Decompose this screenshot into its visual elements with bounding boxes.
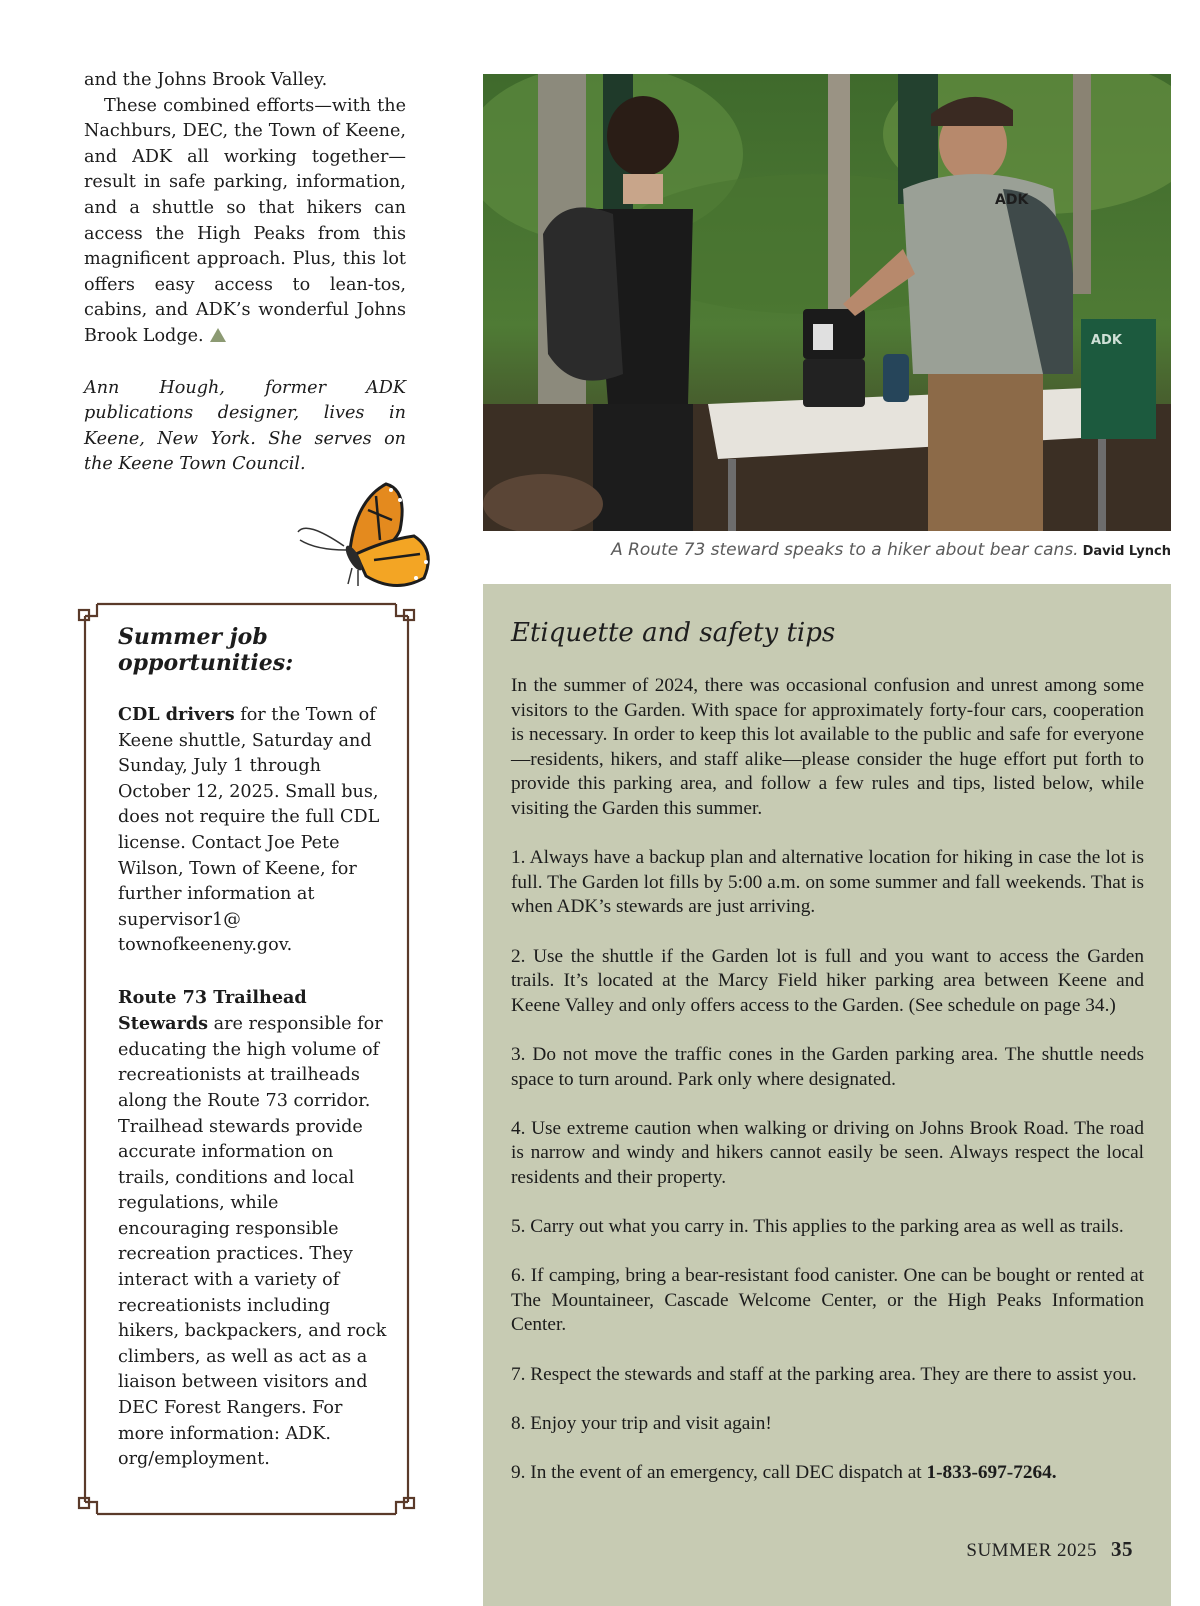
summer-jobs-title: Summer job opportunities:	[118, 624, 294, 676]
etiquette-panel	[483, 584, 1171, 1606]
job-item: Route 73 Trailhead Stewards are responsible for educating the high volume of recreationists at trailheads along the Route 73 corridor. Trailhead stewards provide accurate information on trails, conditions and local regulations, while encouraging responsible recreation practices. They interact with a variety of recreationists including hikers, backpackers, and rock climbers, as well as act as a liaison between visitors and DEC Forest Rangers. For more information: ADK. org/employment.	[118, 986, 387, 1470]
tip-item: 7. Respect the stewards and staff at the parking area. They are there to assist you.	[511, 1363, 1137, 1385]
tip-item: 2. Use the shuttle if the Garden lot is full and you want to access the Garden trails. It’s located at the Marcy Field hiker parking area between Keene and Keene Valley and only offers access to the Garden. (See schedule on page 34.)	[511, 945, 1144, 1016]
tip-item: 1. Always have a backup plan and alternative location for hiking in case the lot is full. The Garden lot fills by 5:00 a.m. on some summer and fall weekends. That is when ADK’s stewards are just arriving.	[511, 847, 1144, 918]
article-paragraph: and the Johns Brook Valley.	[84, 70, 328, 90]
author-bio: Ann Hough, former ADK publications designer, lives in Keene, New York. She serves on the Keene Town Council.	[84, 377, 406, 475]
end-triangle-icon	[210, 328, 226, 342]
butterfly-icon	[296, 480, 438, 600]
panel-body	[511, 674, 1144, 1510]
photo-credit: David Lynch	[1082, 544, 1171, 559]
tip-item: 3. Do not move the traffic cones in the Garden parking area. The shuttle needs space to turn around. Park only where designated.	[511, 1043, 1144, 1090]
job-item: CDL drivers for the Town of Keene shuttle, Saturday and Sunday, July 1 through October 12, 2025. Small bus, does not require the full CDL license. Contact Joe Pete Wilson, Town of Keene, for further information at supervisor1@ townofkeeneny.gov.	[118, 704, 380, 956]
steward-photo	[483, 74, 1171, 531]
tip-item: 5. Carry out what you carry in. This applies to the parking area as well as trails.	[511, 1216, 1124, 1238]
job-lead: Route 73 Trailhead Stewards	[118, 986, 307, 1035]
photo-illustration	[483, 74, 1171, 531]
tip-item: 6. If camping, bring a bear-resistant food canister. One can be bought or rented at The Mountaineer, Cascade Welcome Center, or the High Peaks Information Center.	[511, 1265, 1144, 1336]
chair-logo: ADK	[1091, 333, 1122, 348]
tip-item: 8. Enjoy your trip and visit again!	[511, 1412, 772, 1434]
article-end	[84, 68, 406, 478]
summer-jobs-content	[118, 624, 388, 1498]
job-lead: CDL drivers	[118, 704, 235, 725]
summer-jobs-box	[85, 600, 408, 1518]
issue-label: SUMMER 2025	[966, 1540, 1097, 1561]
page-number: 35	[1111, 1537, 1133, 1561]
photo-caption: A Route 73 steward speaks to a hiker about bear cans. David Lynch	[611, 540, 1171, 560]
sweatshirt-logo: ADK	[995, 192, 1029, 208]
tip-item: 4. Use extreme caution when walking or driving on Johns Brook Road. The road is narrow and windy and hikers cannot easily be seen. Always respect the local residents and their property.	[511, 1117, 1144, 1188]
emergency-phone: 1-833-697-7264.	[926, 1462, 1057, 1483]
tip-item: 9. In the event of an emergency, call DEC dispatch at 1-833-697-7264.	[511, 1462, 1057, 1483]
page-folio	[966, 1537, 1133, 1562]
panel-title: Etiquette and safety tips	[511, 618, 836, 648]
article-paragraph: These combined efforts—with the Nachburs, DEC, the Town of Keene, and ADK all working together—result in safe parking, information, and a shuttle so that hikers can access the High Peaks from this magnificent approach. Plus, this lot offers easy access to lean-tos, cabins, and ADK’s wonderful Johns Brook Lodge.	[84, 95, 406, 346]
tips-intro: In the summer of 2024, there was occasional confusion and unrest among some visitors to the Garden. With space for approximately forty-four cars, cooperation is necessary. In order to keep this lot available to the public and safe for everyone—residents, hikers, and staff alike—please consider the huge effort put forth to provide this parking area, and follow a few rules and tips, listed below, while visiting the Garden this summer.	[511, 675, 1144, 819]
